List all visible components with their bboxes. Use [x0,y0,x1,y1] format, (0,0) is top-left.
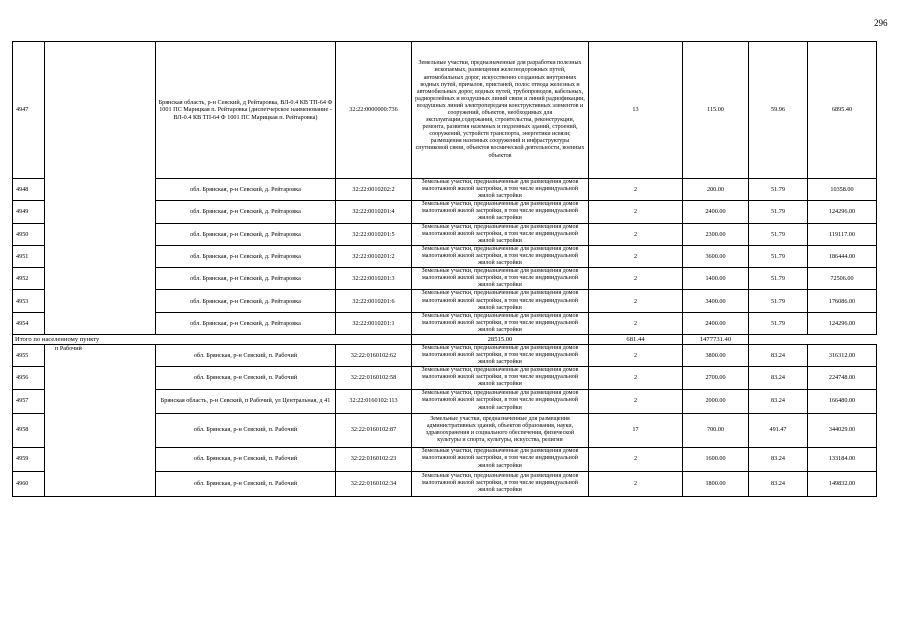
row-number: 4950 [13,223,45,245]
address-cell: обл. Брянская, р-н Севский, д. Рейтаровка [156,179,336,201]
cadastral-value-cell: 186444.00 [808,245,877,267]
land-use-purpose-cell: Земельные участки, предназначенные для размещения административных зданий, объектов образования, науки, здравоохранения и социального обеспечения, физической культуры и спорта, культуры, искусства, религии [412,413,589,447]
cadastral-number-cell: 32:22:0010202:2 [336,179,412,201]
cadastral-value-cell: 124296.00 [808,312,877,334]
area-cell: 1600.00 [683,447,749,471]
table-body-top [13,42,877,335]
row-number: 4955 [13,344,45,366]
land-use-purpose-cell: Земельные участки, предназначенные для размещения домов малоэтажной жилой застройки, в том числе индивидуальной жилой застройки [412,268,589,290]
cadastral-value-cell: 10358.00 [808,179,877,201]
land-group-cell: 17 [589,413,683,447]
address-cell: обл. Брянская, р-н Севский, п. Рабочий [156,447,336,471]
rate-cell: 51.79 [749,179,808,201]
address-cell: обл. Брянская, р-н Севский, п. Рабочий [156,367,336,389]
rate-cell: 51.79 [749,245,808,267]
land-group-cell: 2 [589,447,683,471]
land-group-cell: 2 [589,245,683,267]
land-group-cell: 2 [589,389,683,413]
area-cell: 700.00 [683,413,749,447]
land-use-purpose-cell: Земельные участки, предназначенные для размещения домов малоэтажной жилой застройки, в том числе индивидуальной жилой застройки [412,201,589,223]
total-row [13,334,877,344]
address-cell: обл. Брянская, р-н Севский, д. Рейтаровка [156,201,336,223]
address-cell: обл. Брянская, р-н Севский, п. Рабочий [156,413,336,447]
row-number: 4953 [13,290,45,312]
area-cell: 2300.00 [683,223,749,245]
land-use-purpose-cell: Земельные участки, предназначенные для размещения домов малоэтажной жилой застройки, в том числе индивидуальной жилой застройки [412,367,589,389]
cadastral-value-cell: 176086.00 [808,290,877,312]
cadastral-number-cell: 32:22:0010201:3 [336,268,412,290]
land-group-cell: 2 [589,312,683,334]
table-body-bottom [13,344,877,496]
row-number: 4957 [13,389,45,413]
total-label-filler [45,334,412,344]
cadastral-value-cell: 6895.40 [808,42,877,179]
land-group-cell: 2 [589,268,683,290]
area-cell: 3400.00 [683,290,749,312]
cadastral-number-cell: 32:22:0010201:1 [336,312,412,334]
cadastral-value-cell: 316312.00 [808,344,877,366]
cadastral-number-cell: 32:22:0160102:87 [336,413,412,447]
row-number: 4959 [13,447,45,471]
locality-subheader: п Рабочий [45,344,156,496]
total-row-number: Итого по населенному пункту [13,334,45,344]
table-total-section [13,334,877,344]
address-cell: обл. Брянская, р-н Севский, д. Рейтаровка [156,268,336,290]
cadastral-value-cell: 124296.00 [808,201,877,223]
land-group-cell: 2 [589,290,683,312]
cadastral-value-cell: 119117.00 [808,223,877,245]
land-group-cell: 2 [589,344,683,366]
cadastral-number-cell: 32:22:0000000:736 [336,42,412,179]
cadastral-value-cell: 133184.00 [808,447,877,471]
land-use-purpose-cell: Земельные участки, предназначенные для размещения домов малоэтажной жилой застройки, в том числе индивидуальной жилой застройки [412,312,589,334]
cadastral-number-cell: 32:22:0160102:62 [336,344,412,366]
cadastral-number-cell: 32:22:0010201:2 [336,245,412,267]
address-cell: обл. Брянская, р-н Севский, д. Рейтаровка [156,312,336,334]
rate-cell: 51.79 [749,223,808,245]
land-use-purpose-cell: Земельные участки, предназначенные для размещения домов малоэтажной жилой застройки, в том числе индивидуальной жилой застройки [412,245,589,267]
area-cell: 2400.00 [683,312,749,334]
area-cell: 3600.00 [683,245,749,267]
address-cell: обл. Брянская, р-н Севский, п. Рабочий [156,344,336,366]
cadastral-number-cell: 32:22:0160102:113 [336,389,412,413]
rate-cell: 83.24 [749,447,808,471]
rate-cell: 83.24 [749,344,808,366]
cadastral-number-cell: 32:22:0160102:23 [336,447,412,471]
address-cell: Брянская область, р-н Севский, п Рабочий, ул Центральная, д 41 [156,389,336,413]
land-group-cell: 2 [589,471,683,496]
land-use-purpose-cell: Земельные участки, предназначенные для размещения домов малоэтажной жилой застройки, в том числе индивидуальной жилой застройки [412,447,589,471]
land-use-purpose-cell: Земельные участки, предназначенные для размещения домов малоэтажной жилой застройки, в том числе индивидуальной жилой застройки [412,471,589,496]
total-value: 1477731.40 [683,334,749,344]
cadastral-value-cell: 344029.00 [808,413,877,447]
land-group-cell: 2 [589,223,683,245]
rate-cell: 83.24 [749,367,808,389]
area-cell: 1400.00 [683,268,749,290]
rate-cell: 51.79 [749,201,808,223]
address-cell: обл. Брянская, р-н Севский, п. Рабочий [156,471,336,496]
rate-cell: 51.79 [749,268,808,290]
rate-cell: 491.47 [749,413,808,447]
area-cell: 2400.00 [683,201,749,223]
area-cell: 115.00 [683,42,749,179]
row-number: 4960 [13,471,45,496]
land-group-cell: 2 [589,179,683,201]
cadastral-value-cell: 72506.00 [808,268,877,290]
total-area: 28515.00 [412,334,589,344]
area-cell: 3800.00 [683,344,749,366]
rate-cell: 51.79 [749,312,808,334]
address-cell: Брянская область, р-н Севский, д Рейтаровка, ВЛ-0.4 КВ ТП-64 Ф 1001 ПС Марицкая п. Рейтаровка (диспетчерское наименование - ВЛ-0.4 КВ ТП-64 Ф 1001 ПС Марицкая п. Рейтаровка) [156,42,336,179]
cadastral-number-cell: 32:22:0010201:5 [336,223,412,245]
land-use-purpose-cell: Земельные участки, предназначенные для размещения домов малоэтажной жилой застройки, в том числе индивидуальной жилой застройки [412,290,589,312]
land-use-purpose-cell: Земельные участки, предназначенные для размещения домов малоэтажной жилой застройки, в том числе индивидуальной жилой застройки [412,179,589,201]
land-use-purpose-cell: Земельные участки, предназначенные для разработки полезных ископаемых, размещения железнодорожных путей, автомобильных дорог, искусственно созданных внутренних водных путей, причалов, пристаней, полос отвода железных и автомобильных дорог, водных путей, трубопроводов, кабельных, радиорелейных и воздушных линий связи и линий радиофикации, воздушных линий электропередачи конструктивных элементов и сооружений, объектов, необходимых для эксплуатации,содержания, строительства, реконструкции, ремонта, развития наземных и подземных зданий, строений, сооружений, устройств транспорта, энергетики исвязи; размещения наземных сооружений и инфраструктуры спутниковой связи, объектов космической деятельности, военных объектов [412,42,589,179]
rate-cell: 83.24 [749,389,808,413]
cadastral-number-cell: 32:22:0010201:4 [336,201,412,223]
cadastral-number-cell: 32:22:0160102:34 [336,471,412,496]
land-group-cell: 13 [589,42,683,179]
row-number: 4954 [13,312,45,334]
rate-cell: 59.96 [749,42,808,179]
page-number: 296 [874,18,888,28]
cadastral-value-cell: 166480.00 [808,389,877,413]
cadastral-number-cell: 32:22:0010201:6 [336,290,412,312]
row-number: 4956 [13,367,45,389]
land-group-cell: 2 [589,201,683,223]
locality-cell [45,42,156,335]
rate-cell: 51.79 [749,290,808,312]
area-cell: 1800.00 [683,471,749,496]
address-cell: обл. Брянская, р-н Севский, д. Рейтаровка [156,223,336,245]
area-cell: 2700.00 [683,367,749,389]
cadastral-value-table [12,41,877,497]
address-cell: обл. Брянская, р-н Севский, д. Рейтаровка [156,290,336,312]
land-use-purpose-cell: Земельные участки, предназначенные для размещения домов малоэтажной жилой застройки, в том числе индивидуальной жилой застройки [412,389,589,413]
rate-cell: 83.24 [749,471,808,496]
table-row [13,42,877,179]
total-rate: 681.44 [589,334,683,344]
row-number: 4951 [13,245,45,267]
row-number: 4958 [13,413,45,447]
row-number: 4947 [13,42,45,179]
row-number: 4948 [13,179,45,201]
area-cell: 2000.00 [683,389,749,413]
address-cell: обл. Брянская, р-н Севский, д. Рейтаровка [156,245,336,267]
row-number: 4952 [13,268,45,290]
cadastral-value-cell: 149832.00 [808,471,877,496]
table-row [13,344,877,366]
row-number: 4949 [13,201,45,223]
land-use-purpose-cell: Земельные участки, предназначенные для размещения домов малоэтажной жилой застройки, в том числе индивидуальной жилой застройки [412,344,589,366]
land-use-purpose-cell: Земельные участки, предназначенные для размещения домов малоэтажной жилой застройки, в том числе индивидуальной жилой застройки [412,223,589,245]
land-group-cell: 2 [589,367,683,389]
cadastral-value-cell: 224748.00 [808,367,877,389]
area-cell: 200.00 [683,179,749,201]
cadastral-number-cell: 32:22:0160102:58 [336,367,412,389]
